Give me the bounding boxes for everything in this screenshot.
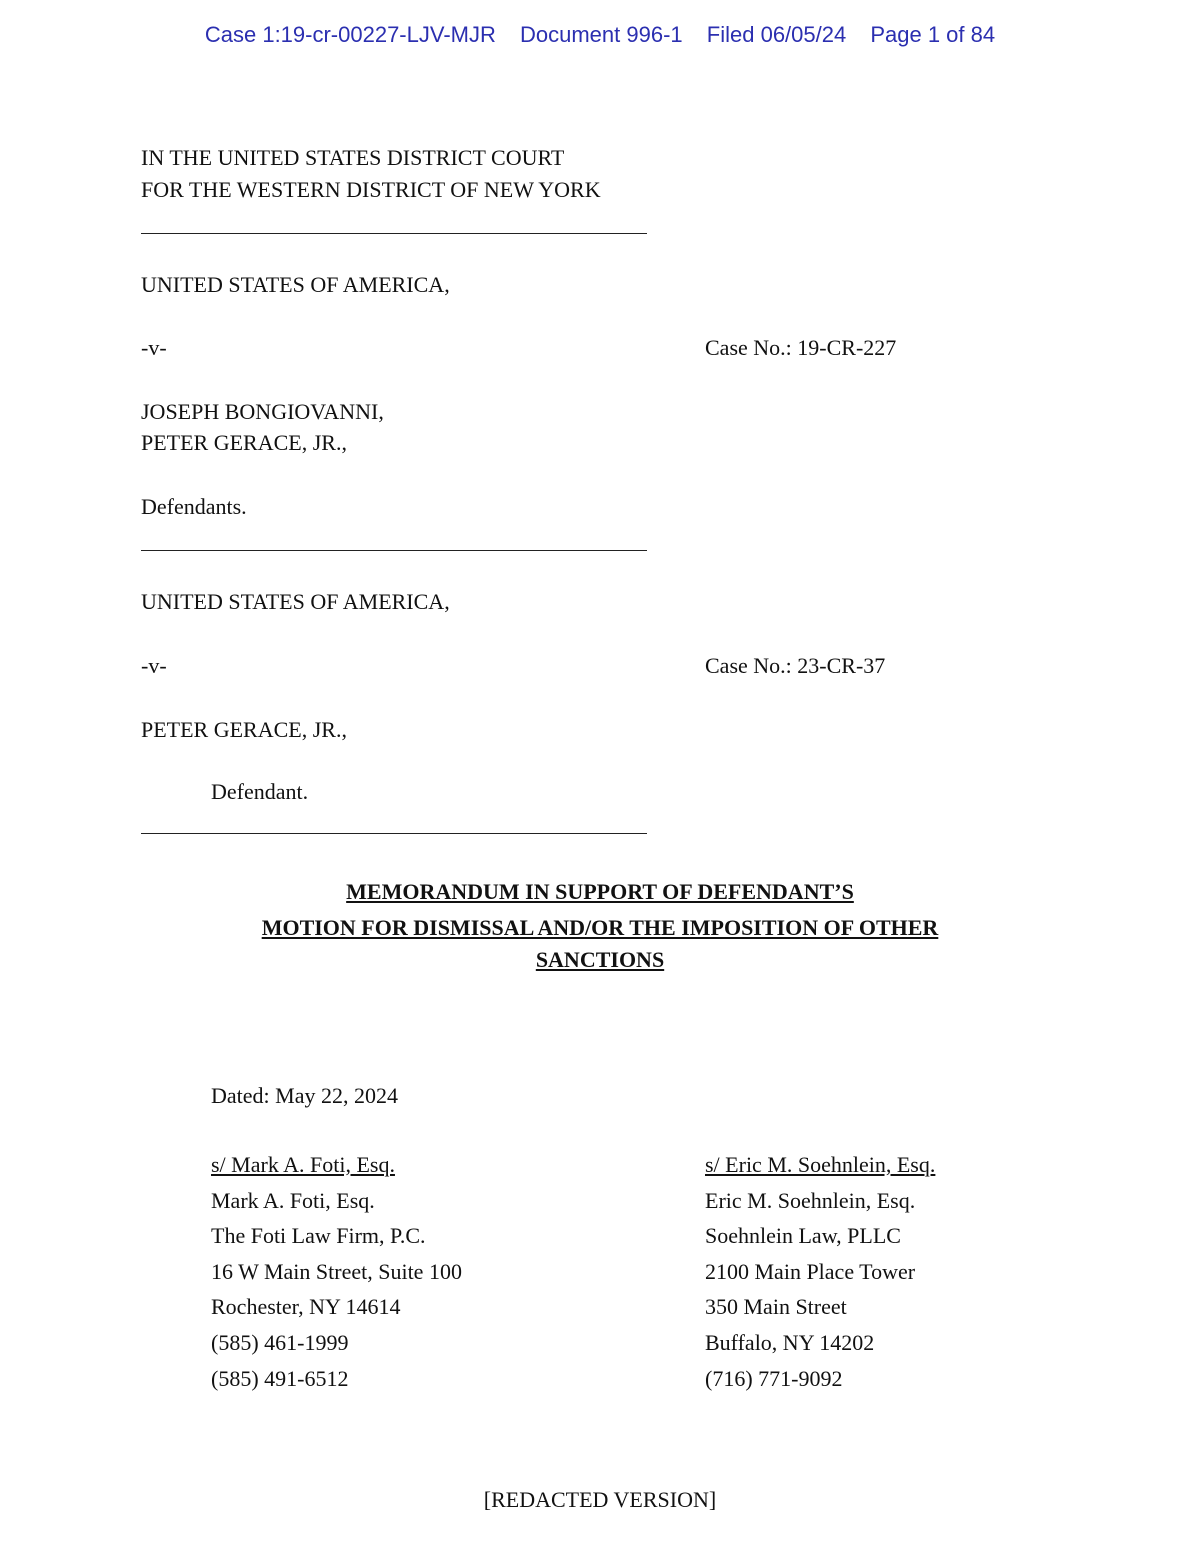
divider xyxy=(141,833,647,834)
firm-name: Soehnlein Law, PLLC xyxy=(705,1223,901,1248)
versus: -v- xyxy=(141,335,167,360)
attorney-name: Mark A. Foti, Esq. xyxy=(211,1188,375,1213)
case-no: Case No.: 23-CR-37 xyxy=(705,653,886,678)
signature: s/ Eric M. Soehnlein, Esq. xyxy=(705,1152,936,1177)
defendant: JOSEPH BONGIOVANNI, xyxy=(141,399,384,424)
dated: Dated: May 22, 2024 xyxy=(211,1083,398,1108)
versus: -v- xyxy=(141,653,167,678)
attorney-name: Eric M. Soehnlein, Esq. xyxy=(705,1188,916,1213)
document-title-line2: MOTION FOR DISMISSAL AND/OR THE IMPOSITION OF OTHER xyxy=(261,915,939,940)
case-number: Case 1:19-cr-00227-LJV-MJR xyxy=(204,22,496,47)
plaintiff: UNITED STATES OF AMERICA, xyxy=(141,589,450,614)
divider xyxy=(141,233,647,234)
phone: (585) 491-6512 xyxy=(211,1366,349,1391)
page-count: Page 1 of 84 xyxy=(870,22,996,47)
redacted-notice: [REDACTED VERSION] xyxy=(483,1487,717,1512)
document-title-line1: MEMORANDUM IN SUPPORT OF DEFENDANT’S xyxy=(346,879,854,904)
plaintiff: UNITED STATES OF AMERICA, xyxy=(141,272,450,297)
address-line: 16 W Main Street, Suite 100 xyxy=(211,1259,462,1284)
phone: (585) 461-1999 xyxy=(211,1330,349,1355)
defendant: PETER GERACE, JR., xyxy=(141,717,347,742)
case-no: Case No.: 19-CR-227 xyxy=(705,335,897,360)
defendant-role: Defendant. xyxy=(211,779,309,804)
court-name-line1: IN THE UNITED STATES DISTRICT COURT xyxy=(141,145,565,170)
filed-date: Filed 06/05/24 xyxy=(706,22,847,47)
defendant-role: Defendants. xyxy=(141,494,247,519)
document-title-line3: SANCTIONS xyxy=(535,947,665,972)
court-name-line2: FOR THE WESTERN DISTRICT OF NEW YORK xyxy=(141,177,601,202)
filing-header xyxy=(0,22,1200,48)
firm-name: The Foti Law Firm, P.C. xyxy=(211,1223,426,1248)
address-line: Buffalo, NY 14202 xyxy=(705,1330,875,1355)
address-line: 2100 Main Place Tower xyxy=(705,1259,916,1284)
document-number: Document 996-1 xyxy=(520,22,683,47)
signature: s/ Mark A. Foti, Esq. xyxy=(211,1152,395,1177)
address-line: Rochester, NY 14614 xyxy=(211,1294,401,1319)
address-line: 350 Main Street xyxy=(705,1294,847,1319)
divider xyxy=(141,550,647,551)
phone: (716) 771-9092 xyxy=(705,1366,843,1391)
defendant: PETER GERACE, JR., xyxy=(141,430,347,455)
